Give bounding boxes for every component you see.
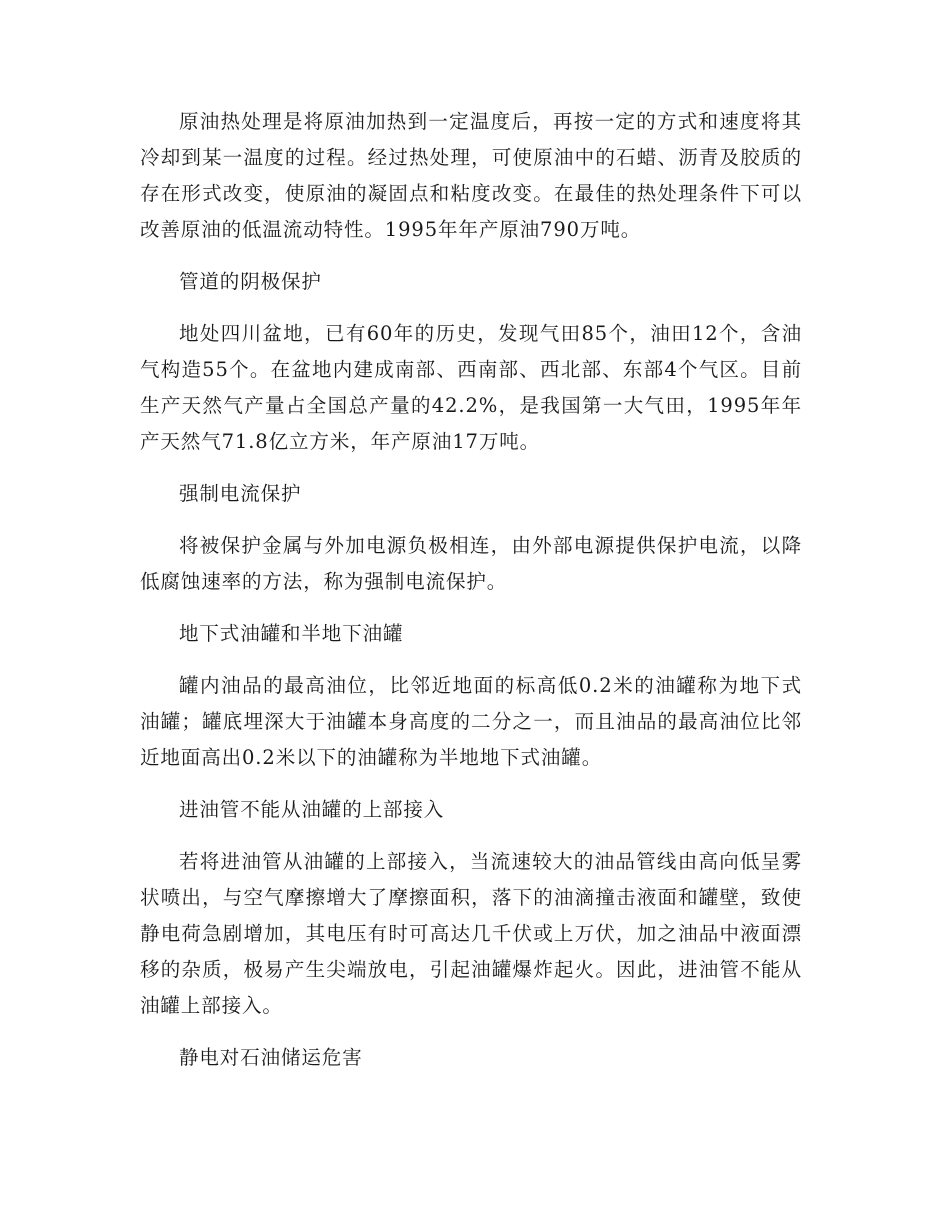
paragraph-underground-tanks-definition: 罐内油品的最高油位，比邻近地面的标高低0.2米的油罐称为地下式油罐；罐底埋深大于油罐本身高度的二分之一，而且油品的最高油位比邻近地面高出0.2米以下的油罐称为半地地下式油罐。 <box>140 674 802 769</box>
paragraph-sichuan-basin: 地处四川盆地，已有60年的历史，发现气田85个，油田12个，含油气构造55个。在盆地内建成南部、西南部、西北部、东部4个气区。目前生产天然气产量占全国总产量的42.2%，是我国第一大气田，1995年年产天然气71.8亿立方米，年产原油17万吨。 <box>140 322 802 453</box>
paragraph-impressed-current-definition: 将被保护金属与外加电源负极相连，由外部电源提供保护电流，以降低腐蚀速率的方法，称为强制电流保护。 <box>140 534 802 593</box>
heading-underground-tanks: 地下式油罐和半地下油罐 <box>179 622 404 645</box>
paragraph-inlet-pipe-reason: 若将进油管从油罐的上部接入，当流速较大的油品管线由高向低呈雾状喷出，与空气摩擦增大了摩擦面积，落下的油滴撞击液面和罐壁，致使静电荷急剧增加，其电压有时可高达几千伏或上万伏，加之油品中液面漂移的杂质，极易产生尖端放电，引起油罐爆炸起火。因此，进油管不能从油罐上部接入。 <box>140 850 802 1017</box>
heading-inlet-pipe-top: 进油管不能从油罐的上部接入 <box>179 798 445 821</box>
heading-static-hazard: 静电对石油储运危害 <box>179 1046 363 1069</box>
heading-impressed-current-protection: 强制电流保护 <box>179 482 302 505</box>
paragraph-crude-heat-treatment: 原油热处理是将原油加热到一定温度后，再按一定的方式和速度将其冷却到某一温度的过程。经过热处理，可使原油中的石蜡、沥青及胶质的存在形式改变，使原油的凝固点和粘度改变。在最佳的热处理条件下可以改善原油的低温流动特性。1995年年产原油790万吨。 <box>140 110 802 241</box>
document-body <box>140 104 802 1092</box>
heading-pipeline-cathodic-protection: 管道的阴极保护 <box>179 270 322 293</box>
